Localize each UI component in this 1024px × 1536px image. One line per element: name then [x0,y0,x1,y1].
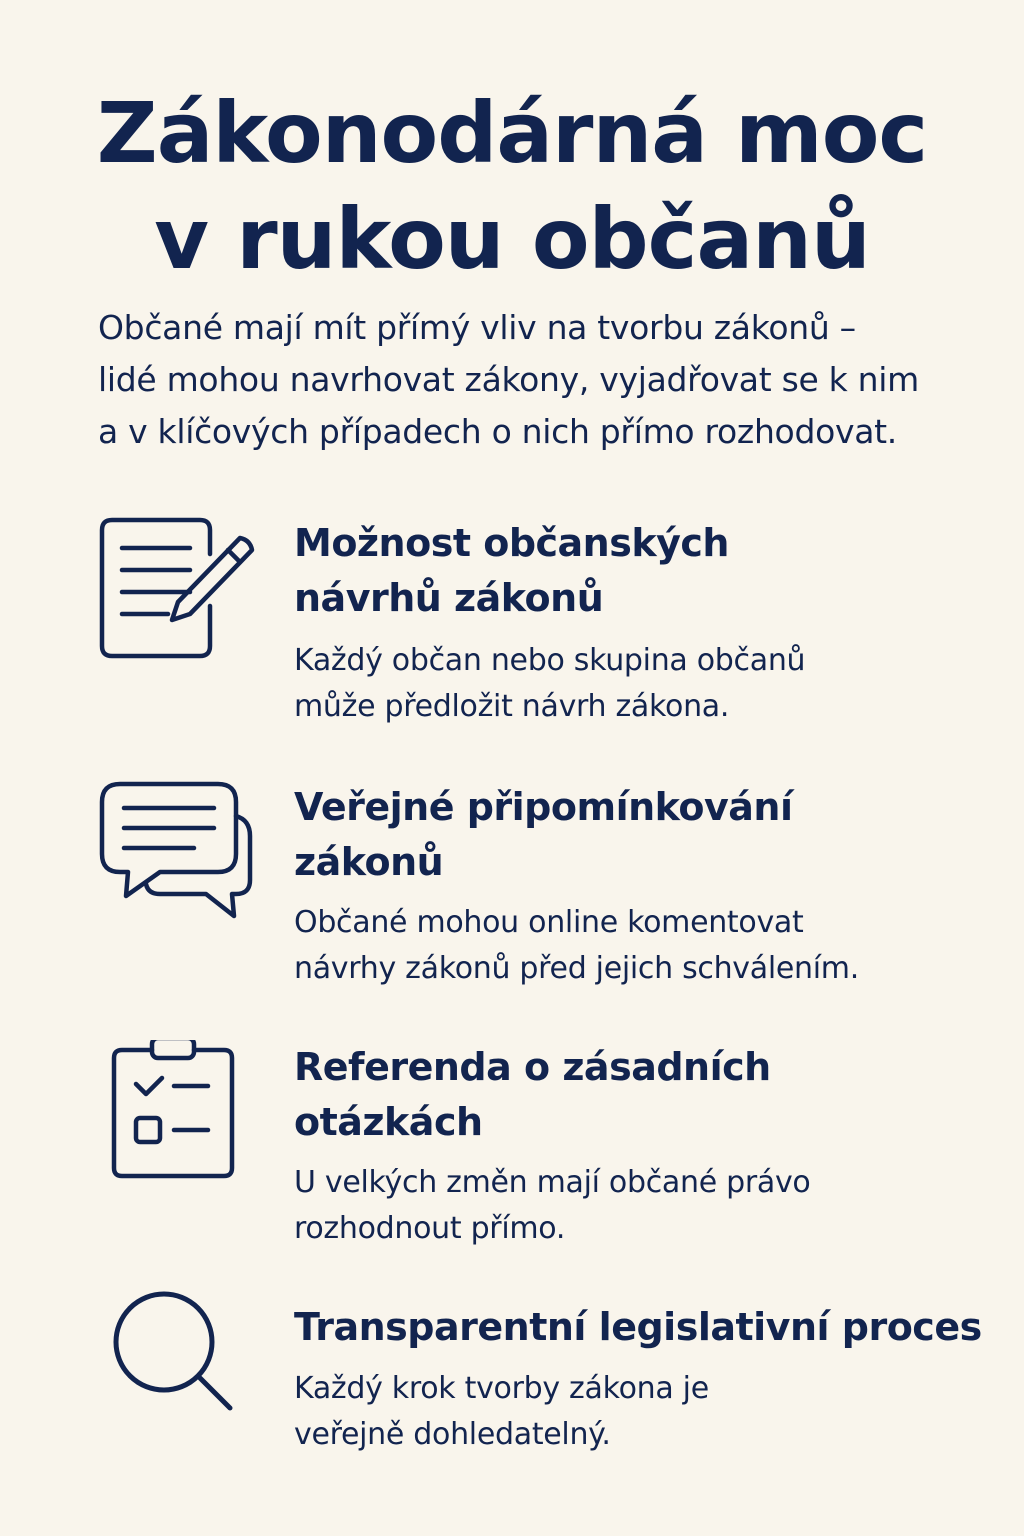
feature-title [294,1300,982,1355]
feature-title [294,516,729,626]
feature-title-line-2: návrhů zákonů [294,576,604,620]
feature-description [294,900,859,992]
feature-title-line-1: Možnost občanských [294,521,729,565]
intro-line-2: lidé mohou navrhovat zákony, vyjadřovat se k nim [98,360,919,399]
feature-title [294,780,793,890]
feature-desc-line-1: U velkých změn mají občané právo [294,1165,811,1200]
intro-line-1: Občané mají mít přímý vliv na tvorbu zákonů – [98,308,856,347]
intro-paragraph [98,302,978,458]
feature-desc-line-1: Každý krok tvorby zákona je [294,1371,709,1406]
feature-title-line-1: Referenda o zásadních [294,1045,771,1089]
feature-title-line-1: Transparentní legislativní proces [294,1305,982,1349]
feature-title [294,1040,771,1150]
page-title-line-1: Zákonodárná moc [96,84,928,182]
feature-title-line-2: otázkách [294,1100,483,1144]
feature-desc-line-1: Každý občan nebo skupina občanů [294,643,806,678]
feature-description [294,1160,810,1252]
clipboard-checklist-icon [110,1040,240,1180]
feature-title-line-2: zákonů [294,840,444,884]
magnifier-icon [112,1290,242,1420]
feature-desc-line-2: návrhy zákonů před jejich schválením. [294,951,859,986]
feature-desc-line-2: rozhodnout přímo. [294,1211,566,1246]
speech-bubbles-icon [98,780,258,925]
feature-desc-line-2: veřejně dohledatelný. [294,1417,611,1452]
feature-description [294,1366,709,1458]
page-title [0,80,1024,292]
document-pencil-icon [98,516,258,661]
intro-line-3: a v klíčových případech o nich přímo rozhodovat. [98,412,897,451]
feature-description [294,638,805,730]
feature-desc-line-1: Občané mohou online komentovat [294,905,804,940]
page-title-line-2: v rukou občanů [154,190,870,288]
feature-title-line-1: Veřejné připomínkování [294,785,793,829]
feature-desc-line-2: může předložit návrh zákona. [294,689,730,724]
